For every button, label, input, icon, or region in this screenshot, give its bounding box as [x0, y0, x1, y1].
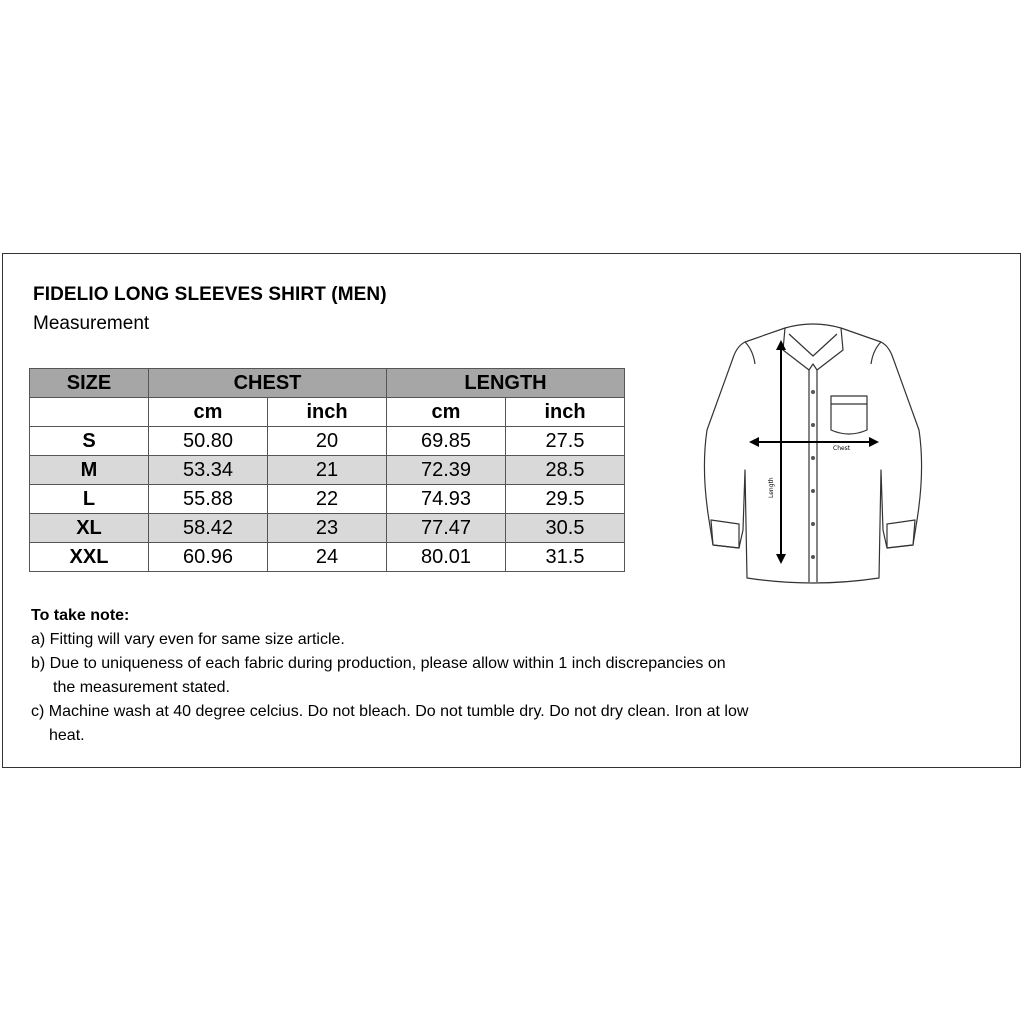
chest-inch-cell: 24 — [268, 543, 387, 572]
notes-section — [31, 604, 801, 748]
size-cell: L — [30, 485, 149, 514]
size-cell: XXL — [30, 543, 149, 572]
measurement-subtitle: Measurement — [33, 313, 150, 334]
unit-cell: inch — [268, 398, 387, 427]
length-inch-cell: 29.5 — [506, 485, 625, 514]
table-row — [30, 543, 625, 572]
left-cuff — [711, 520, 739, 548]
note-b: b) Due to uniqueness of each fabric during production, please allow within 1 inch discrepancies on — [31, 655, 726, 672]
length-inch-cell: 30.5 — [506, 514, 625, 543]
size-chart-frame — [2, 253, 1021, 768]
notes-heading: To take note: — [31, 607, 130, 624]
length-cm-cell: 80.01 — [387, 543, 506, 572]
shirt-diagram — [693, 320, 933, 590]
length-cm-cell: 77.47 — [387, 514, 506, 543]
size-cell: XL — [30, 514, 149, 543]
size-header: SIZE — [30, 369, 149, 398]
chest-header: CHEST — [149, 369, 387, 398]
length-cm-cell: 72.39 — [387, 456, 506, 485]
shirt-body-outline — [704, 328, 921, 583]
table-header-row — [30, 369, 625, 398]
length-cm-cell: 74.93 — [387, 485, 506, 514]
units-row — [30, 398, 625, 427]
chest-inch-cell: 20 — [268, 427, 387, 456]
empty-cell — [30, 398, 149, 427]
length-cm-cell: 69.85 — [387, 427, 506, 456]
length-inch-cell: 27.5 — [506, 427, 625, 456]
length-header: LENGTH — [387, 369, 625, 398]
shirt-collar — [783, 324, 843, 370]
chest-inch-cell: 23 — [268, 514, 387, 543]
chest-cm-cell: 58.42 — [149, 514, 268, 543]
size-table — [29, 368, 625, 572]
chest-inch-cell: 22 — [268, 485, 387, 514]
chest-cm-cell: 60.96 — [149, 543, 268, 572]
table-row — [30, 456, 625, 485]
right-cuff — [887, 520, 915, 548]
size-cell: M — [30, 456, 149, 485]
unit-cell: inch — [506, 398, 625, 427]
note-c-continued: heat. — [49, 727, 85, 744]
size-cell: S — [30, 427, 149, 456]
chest-cm-cell: 53.34 — [149, 456, 268, 485]
chest-pocket — [831, 396, 867, 434]
unit-cell: cm — [149, 398, 268, 427]
product-title: FIDELIO LONG SLEEVES SHIRT (MEN) — [33, 284, 387, 305]
chest-cm-cell: 50.80 — [149, 427, 268, 456]
chest-inch-cell: 21 — [268, 456, 387, 485]
note-a: a) Fitting will vary even for same size article. — [31, 631, 345, 648]
table-row — [30, 514, 625, 543]
table-row — [30, 427, 625, 456]
length-inch-cell: 31.5 — [506, 543, 625, 572]
length-label: Length — [768, 477, 775, 498]
chest-cm-cell: 55.88 — [149, 485, 268, 514]
note-c: c) Machine wash at 40 degree celcius. Do not bleach. Do not tumble dry. Do not dry clean. Iron at low — [31, 703, 749, 720]
length-inch-cell: 28.5 — [506, 456, 625, 485]
note-b-continued: the measurement stated. — [53, 679, 230, 696]
unit-cell: cm — [387, 398, 506, 427]
table-row — [30, 485, 625, 514]
chest-label: Chest — [833, 445, 851, 452]
